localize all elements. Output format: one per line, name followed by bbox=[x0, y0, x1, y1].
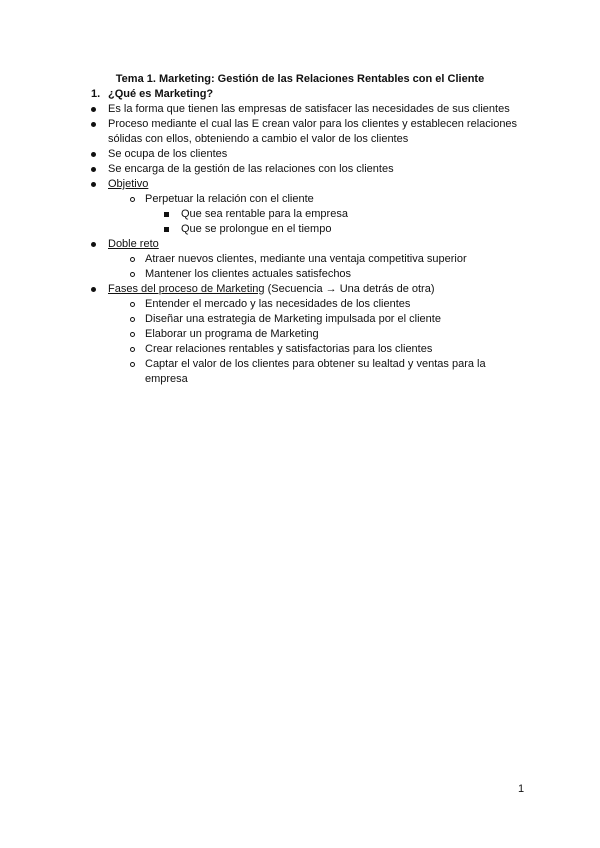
list-item-doble-reto: Doble reto bbox=[108, 238, 159, 250]
bullet-square bbox=[164, 212, 169, 217]
bullet-circle bbox=[130, 347, 135, 352]
bullet-square bbox=[164, 227, 169, 232]
list-subitem: Diseñar una estrategia de Marketing impulsada por el cliente bbox=[145, 313, 441, 325]
list-subitem: Crear relaciones rentables y satisfactorias para los clientes bbox=[145, 343, 433, 355]
list-subitem: Perpetuar la relación con el cliente bbox=[145, 193, 314, 205]
list-subitem: Atraer nuevos clientes, mediante una ventaja competitiva superior bbox=[145, 253, 467, 265]
list-item: Se ocupa de los clientes bbox=[108, 148, 228, 160]
bullet-disc bbox=[91, 122, 96, 127]
bullet-circle bbox=[130, 317, 135, 322]
bullet-disc bbox=[91, 287, 96, 292]
list-subitem-continuation: empresa bbox=[145, 373, 188, 385]
bullet-circle bbox=[130, 197, 135, 202]
bullet-disc bbox=[91, 242, 96, 247]
list-subsubitem: Que se prolongue en el tiempo bbox=[181, 223, 332, 235]
list-item-continuation: sólidas con ellos, obteniendo a cambio el valor de los clientes bbox=[108, 133, 409, 145]
bullet-disc bbox=[91, 182, 96, 187]
list-subitem: Captar el valor de los clientes para obtener su lealtad y ventas para la bbox=[145, 358, 486, 370]
list-item: Proceso mediante el cual las E crean valor para los clientes y establecen relaciones bbox=[108, 118, 518, 130]
page-title: Tema 1. Marketing: Gestión de las Relaciones Rentables con el Cliente bbox=[115, 73, 485, 85]
list-subitem: Entender el mercado y las necesidades de los clientes bbox=[145, 298, 411, 310]
section-heading: ¿Qué es Marketing? bbox=[108, 88, 214, 100]
list-item: Es la forma que tienen las empresas de satisfacer las necesidades de sus clientes bbox=[108, 103, 510, 115]
bullet-disc bbox=[91, 107, 96, 112]
list-subitem: Elaborar un programa de Marketing bbox=[145, 328, 319, 340]
bullet-disc bbox=[91, 152, 96, 157]
fases-label: Fases del proceso de Marketing bbox=[108, 283, 265, 295]
list-item-fases bbox=[108, 282, 435, 297]
bullet-circle bbox=[130, 272, 135, 277]
bullet-circle bbox=[130, 362, 135, 367]
bullet-circle bbox=[130, 257, 135, 262]
bullet-disc bbox=[91, 167, 96, 172]
bullet-circle bbox=[130, 302, 135, 307]
page-number: 1 bbox=[518, 783, 525, 795]
section-number: 1. bbox=[91, 88, 101, 100]
list-subitem: Mantener los clientes actuales satisfechos bbox=[145, 268, 352, 280]
list-subsubitem: Que sea rentable para la empresa bbox=[181, 208, 348, 220]
list-item-objetivo: Objetivo bbox=[108, 178, 149, 190]
bullet-circle bbox=[130, 332, 135, 337]
list-item: Se encarga de la gestión de las relaciones con los clientes bbox=[108, 163, 394, 175]
fases-note: (Secuencia → Una detrás de otra) bbox=[264, 283, 435, 295]
